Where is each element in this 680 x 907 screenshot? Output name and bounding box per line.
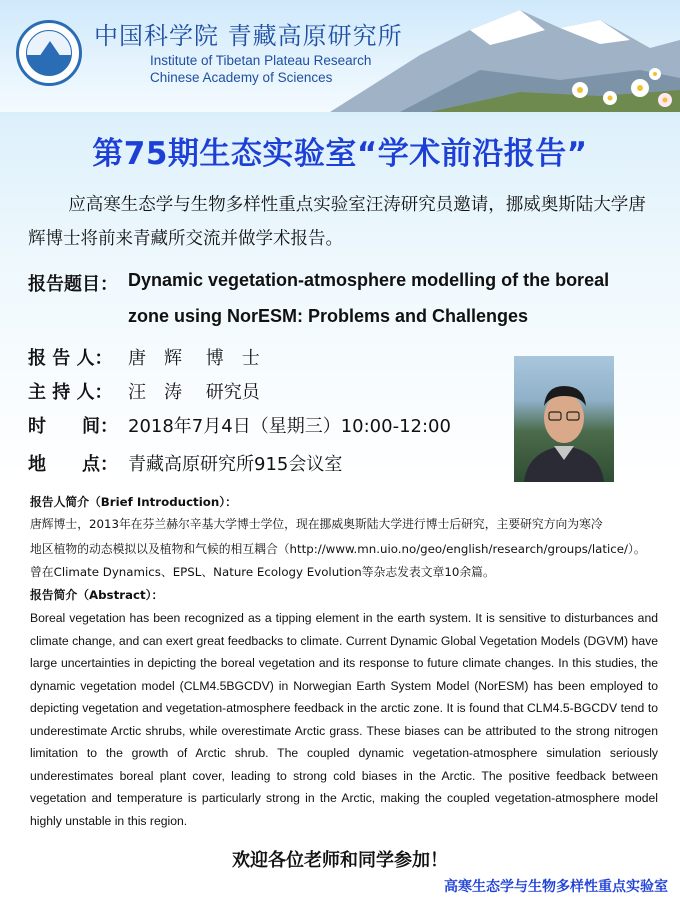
bio-line-1: 唐辉博士，2013年在芬兰赫尔辛基大学博士学位，现在挪威奥斯陆大学进行博士后研究，主要研究方向为寒冷 (30, 517, 603, 531)
invitation-paragraph: 应高寒生态学与生物多样性重点实验室汪涛研究员邀请，挪威奥斯陆大学唐辉博士将前来青藏所交流并做学术报告。 (28, 195, 646, 249)
flowers-decoration (550, 60, 680, 110)
talk-title-line1: Dynamic vegetation-atmosphere modelling of the boreal (128, 270, 610, 290)
academy-name-en: Chinese Academy of Sciences (150, 70, 333, 85)
abstract-text: Boreal vegetation has been recognized as a tipping element in the earth system. It is sensitive to disturbances and climate change, and can exert great feedbacks to climate. Current Dynamic Global Vegetation Models (DGVM) have large uncertainties in depicting the boreal vegetation and its response to future climate changes. In this studies, the dynamic vegetation model (CLM4.5BGCDV) in Norwegian Earth System Model (NorESM) has been employed to depicting vegetation and vegetation-atmosphere feedback in the arctic zone. It is found that CLM4.5-BGCDV tend to underestimate Arctic shrubs, while overestimate Arctic grass. These biases can be attributed to the strong nitrogen limitation to the growth of Arctic shrub. The coupled dynamic vegetation-atmosphere simulation seriously underestimates boreal plant cover, leading to strong cold biases in the Arctic. The positive feedback between vegetation and temperature is particularly strong in the Arctic, making the coupled vegetation-atmosphere model highly unstable in this region. (30, 611, 658, 828)
talk-title-line2: zone using NorESM: Problems and Challenges (128, 306, 529, 326)
time-value: 2018年7月4日（星期三）10:00-12:00 (128, 416, 451, 437)
speaker-value: 唐 辉 博 士 (128, 348, 260, 369)
place-label: 地 点： (28, 454, 118, 475)
speaker-label: 报 告 人： (28, 348, 113, 369)
abstract-heading: 报告简介（Abstract）： (30, 588, 164, 602)
place-value: 青藏高原研究所915会议室 (128, 454, 343, 475)
topic-label: 报告题目： (28, 274, 118, 295)
welcome-message: 欢迎各位老师和同学参加！ (232, 850, 448, 871)
institute-name-en: Institute of Tibetan Plateau Research (150, 53, 372, 68)
bio-line-2: 地区植物的动态模拟以及植物和气候的相互耦合（http://www.mn.uio.no/geo/english/research/groups/latice/）。 (30, 542, 646, 556)
header-banner (0, 0, 680, 112)
organizer-name: 高寒生态学与生物多样性重点实验室 (444, 879, 668, 895)
itp-logo (16, 20, 82, 86)
page-title: 第75期生态实验室“学术前沿报告” (92, 136, 588, 172)
cas-title: 中国科学院 青藏高原研究所 (94, 22, 403, 50)
host-label: 主 持 人： (28, 382, 113, 403)
bio-heading: 报告人简介（Brief Introduction）： (30, 495, 237, 509)
bio-line-3: 曾在Climate Dynamics、EPSL、Nature Ecology Evolution等杂志发表文章10余篇。 (30, 565, 495, 579)
speaker-photo (514, 356, 614, 482)
time-label: 时 间： (28, 416, 118, 437)
host-value: 汪 涛 研究员 (128, 382, 260, 403)
